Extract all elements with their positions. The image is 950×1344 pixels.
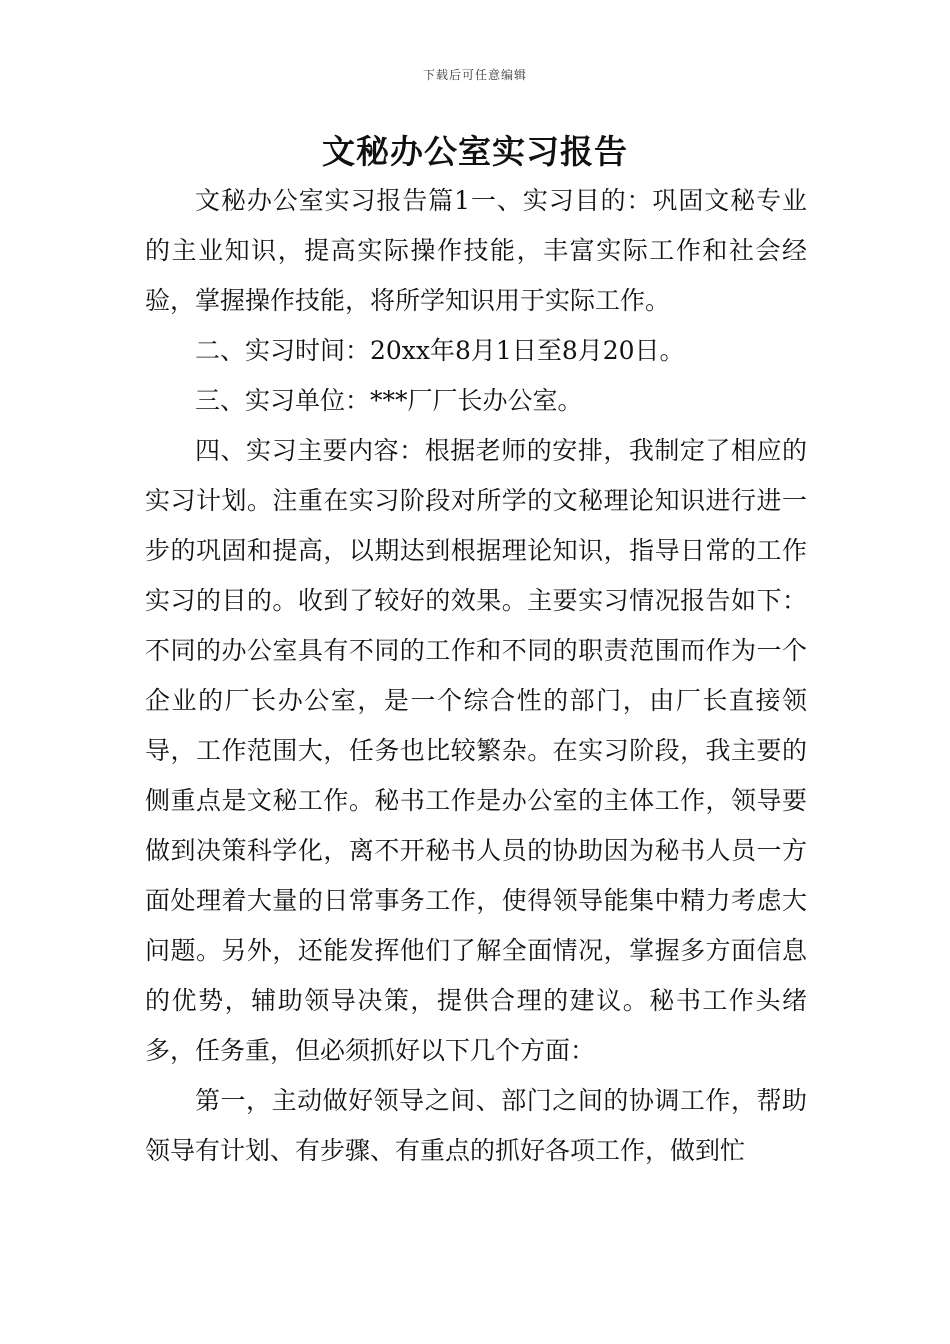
paragraph-first-point: 第一，主动做好领导之间、部门之间的协调工作，帮助领导有计划、有步骤、有重点的抓好各项工作，做到忙 [145, 1086, 807, 1165]
header-note: 下载后可任意编辑 [422, 68, 527, 82]
paragraph-time: 二、实习时间：20xx年8月1日至8月20日。 [195, 336, 685, 365]
paragraph-content: 四、实习主要内容：根据老师的安排，我制定了相应的实习计划。注重在实习阶段对所学的文秘理论知识进行进一步的巩固和提高，以期达到根据理论知识，指导日常的工作实习的目的。收到了较好的效果。主要实习情况报告如下：不同的办公室具有不同的工作和不同的职责范围而作为一个企业的厂长办公室，是一个综合性的部门，由厂长直接领导，工作范围大，任务也比较繁杂。在实习阶段，我主要的侧重点是文秘工作。秘书工作是办公室的主体工作，领导要做到决策科学化，离不开秘书人员的协助因为秘书人员一方面处理着大量的日常事务工作，使得领导能集中精力考虑大问题。另外，还能发挥他们了解全面情况，掌握多方面信息的优势，辅助领导决策，提供合理的建议。秘书工作头绪多，任务重，但必须抓好以下几个方面： [145, 436, 807, 1065]
document-body [145, 176, 807, 1176]
document-title: 文秘办公室实习报告 [322, 132, 628, 171]
paragraph-unit: 三、实习单位：***厂厂长办公室。 [195, 386, 583, 415]
paragraph-purpose: 文秘办公室实习报告篇1一、实习目的：巩固文秘专业的主业知识，提高实际操作技能，丰富实际工作和社会经验，掌握操作技能，将所学知识用于实际工作。 [145, 186, 807, 315]
